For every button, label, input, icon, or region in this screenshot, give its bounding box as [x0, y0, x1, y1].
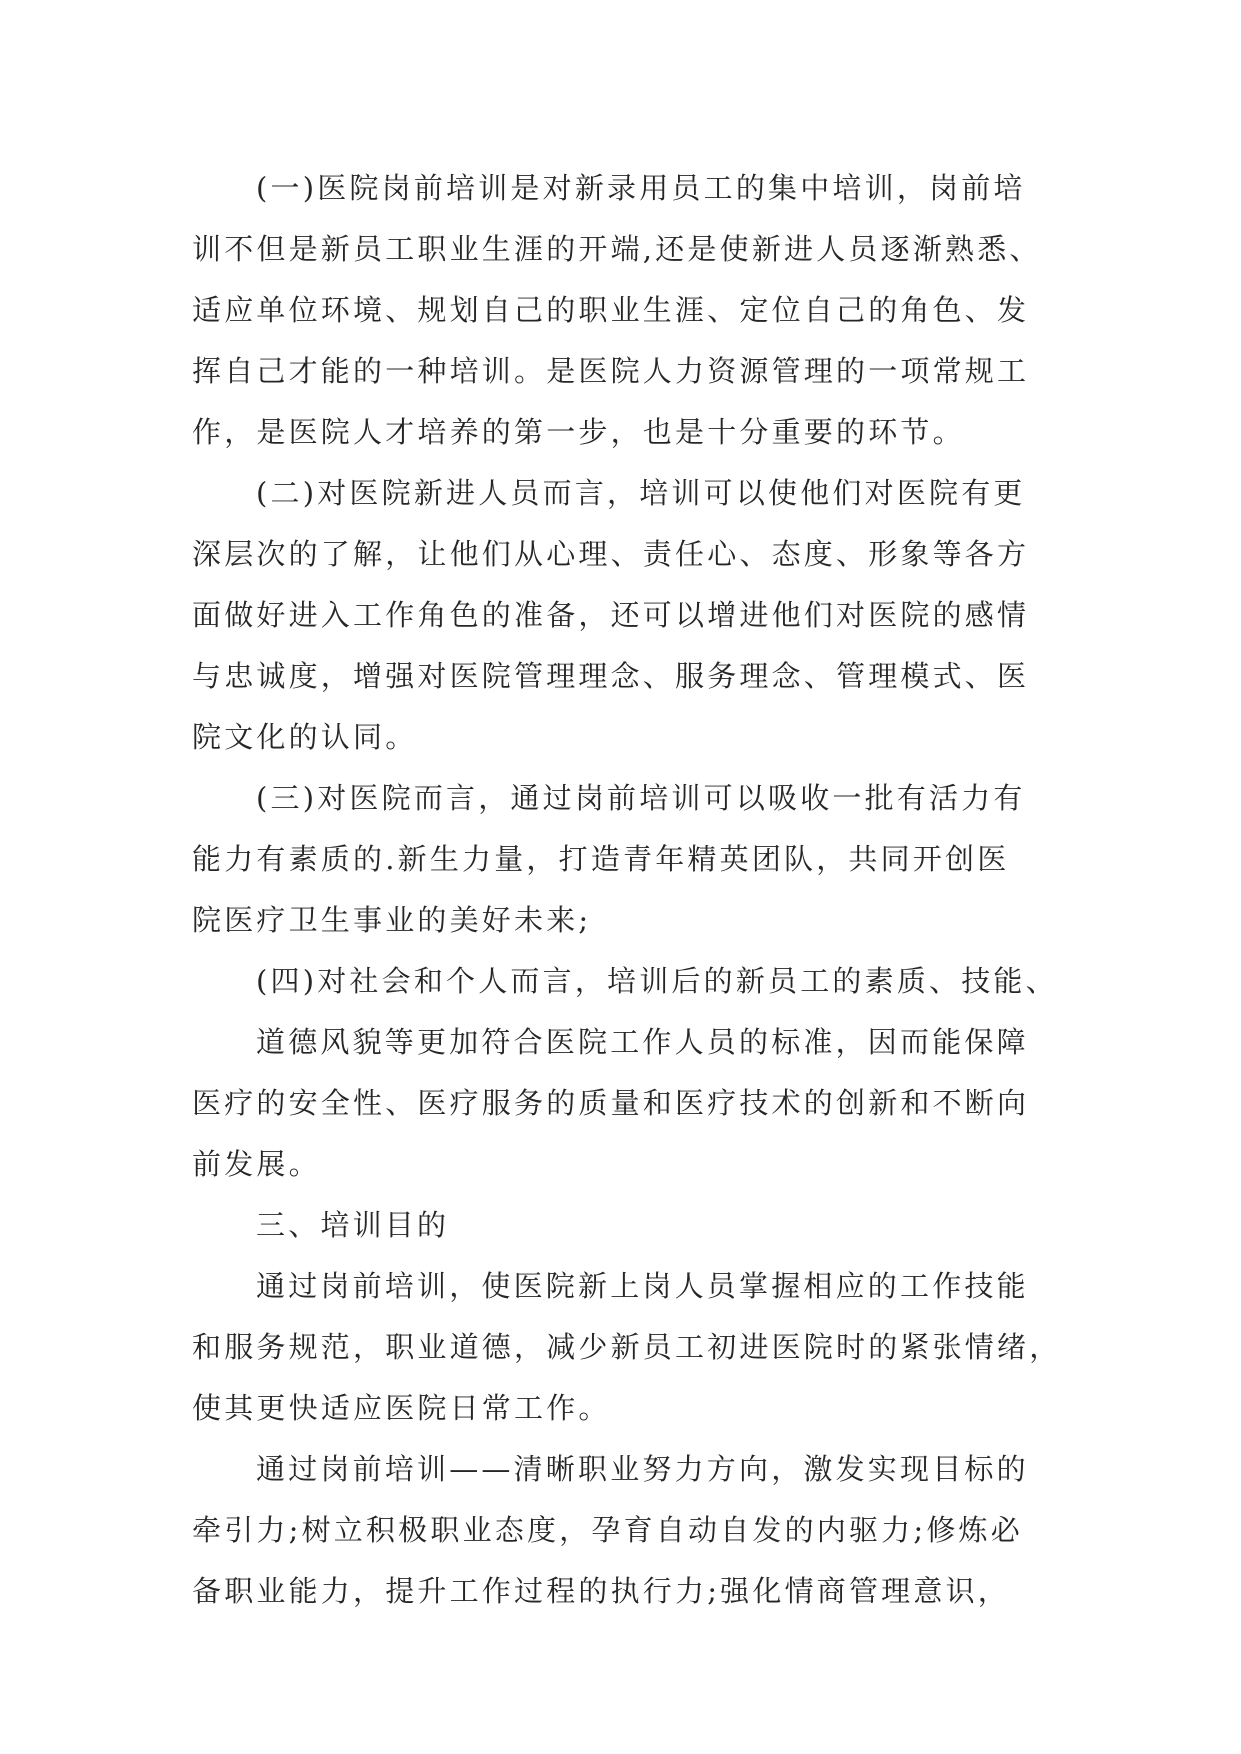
paragraph-line: 面做好进入工作角色的准备，还可以增进他们对医院的感情 — [192, 598, 1030, 632]
paragraph-line: 能力有素质的.新生力量，打造青年精英团队，共同开创医 — [192, 842, 1010, 876]
body-text — [192, 158, 1092, 1622]
paragraph-line: 通过岗前培训——清晰职业努力方向，激发实现目标的 — [256, 1452, 1029, 1486]
paragraph-line: 训不但是新员工职业生涯的开端,还是使新进人员逐渐熟悉、 — [192, 232, 1042, 266]
paragraph-line: 院文化的认同。 — [192, 720, 418, 754]
paragraph-line: 深层次的了解，让他们从心理、责任心、态度、形象等各方 — [192, 537, 1030, 571]
paragraph-line: 道德风貌等更加符合医院工作人员的标准，因而能保障 — [256, 1025, 1029, 1059]
paragraph-line: 院医疗卫生事业的美好未来; — [192, 903, 592, 937]
paragraph-line: (二)对医院新进人员而言，培训可以使他们对医院有更 — [256, 476, 1026, 510]
paragraph-line: 和服务规范，职业道德，减少新员工初进医院时的紧张情绪， — [192, 1330, 1062, 1364]
paragraph-line: 与忠诚度，增强对医院管理理念、服务理念、管理模式、医 — [192, 659, 1030, 693]
paragraph-line: 作，是医院人才培养的第一步，也是十分重要的环节。 — [192, 415, 965, 449]
paragraph-line: 适应单位环境、规划自己的职业生涯、定位自己的角色、发 — [192, 293, 1030, 327]
paragraph-line: 备职业能力，提升工作过程的执行力;强化情商管理意识， — [192, 1574, 1010, 1608]
section-heading: 三、培训目的 — [256, 1208, 450, 1242]
paragraph-line: (一)医院岗前培训是对新录用员工的集中培训，岗前培 — [256, 171, 1026, 205]
paragraph-line: 挥自己才能的一种培训。是医院人力资源管理的一项常规工 — [192, 354, 1030, 388]
paragraph-line: 医疗的安全性、医疗服务的质量和医疗技术的创新和不断向 — [192, 1086, 1030, 1120]
paragraph-line: 前发展。 — [192, 1147, 321, 1181]
paragraph-line: (三)对医院而言，通过岗前培训可以吸收一批有活力有 — [256, 781, 1026, 815]
paragraph-line: 通过岗前培训，使医院新上岗人员掌握相应的工作技能 — [256, 1269, 1029, 1303]
paragraph-line: 使其更快适应医院日常工作。 — [192, 1391, 611, 1425]
paragraph-line: (四)对社会和个人而言，培训后的新员工的素质、技能、 — [256, 964, 1058, 998]
paragraph-line: 牵引力;树立积极职业态度，孕育自动自发的内驱力;修炼必 — [192, 1513, 1023, 1547]
